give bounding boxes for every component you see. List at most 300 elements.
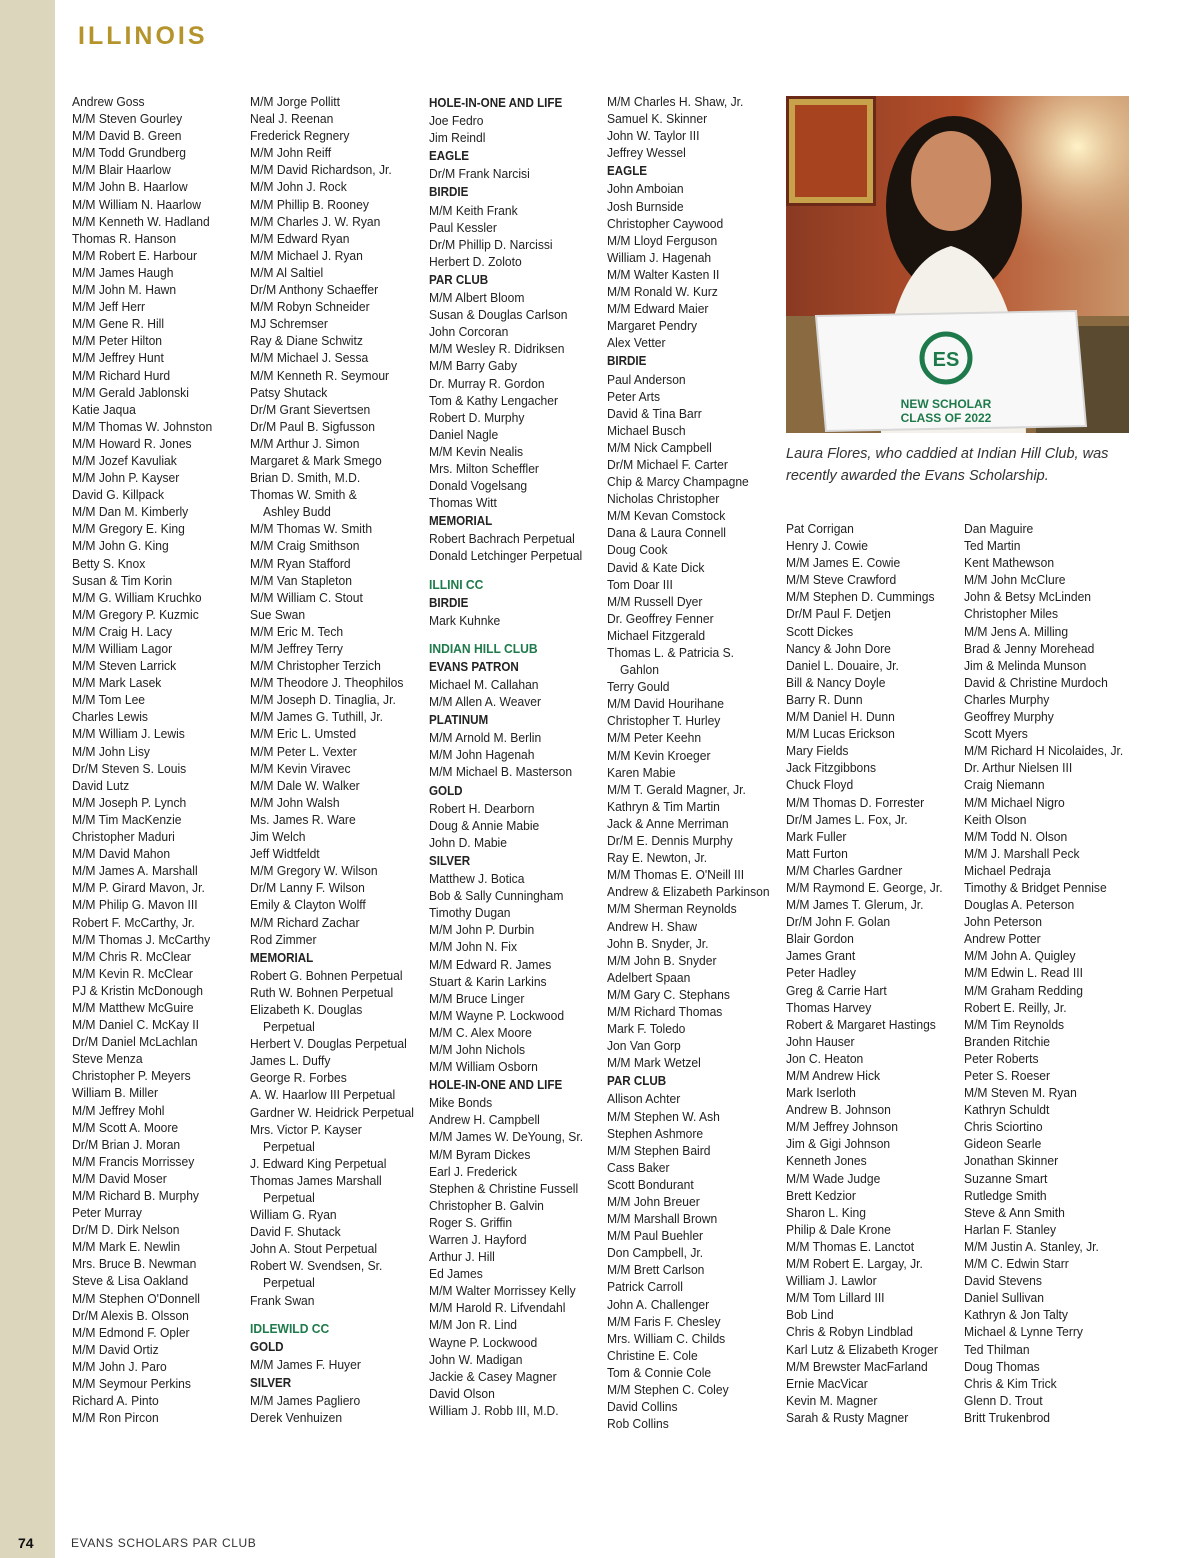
donor-name: M/M John Hagenah (429, 747, 535, 763)
donor-name: M/M Gregory W. Wilson (250, 863, 378, 879)
donor-column-3 (429, 93, 589, 1419)
donor-name: Wayne P. Lockwood (429, 1334, 538, 1350)
donor-name: M/M Thomas E. O'Neill III (607, 867, 745, 883)
donor-name: Paul Anderson (607, 371, 686, 387)
donor-name: M/M Wayne P. Lockwood (429, 1007, 565, 1023)
donor-name: Chris & Kim Trick (964, 1375, 1057, 1391)
donor-name: M/M Jozef Kavuliak (72, 452, 177, 468)
donor-name: John Amboian (607, 181, 684, 197)
donor-name: M/M Daniel C. McKay II (72, 1017, 199, 1033)
donor-name: M/M Tim MacKenzie (72, 811, 182, 827)
donor-name: Jim Welch (250, 829, 306, 845)
donor-name: Jeff Widtfeldt (250, 846, 320, 862)
donor-name: M/M Gregory P. Kuzmic (72, 606, 199, 622)
donor-name: David Stevens (964, 1273, 1042, 1289)
donor-name: M/M John A. Quigley (964, 948, 1076, 964)
donor-name: M/M David Mahon (72, 846, 171, 862)
donor-name: Stephen & Christine Fussell (429, 1180, 579, 1196)
donor-name: M/M Tim Reynolds (964, 1016, 1065, 1032)
donor-name: M/M Jens A. Milling (964, 623, 1069, 639)
donor-name: Elizabeth K. Douglas (250, 1001, 363, 1017)
donor-name: Mark Kuhnke (429, 612, 501, 628)
donor-name: Andrew Potter (964, 931, 1041, 947)
giving-level-heading: GOLD (250, 1339, 284, 1354)
donor-name: M/M Ron Pircon (72, 1410, 159, 1426)
donor-name: Chuck Floyd (786, 777, 854, 793)
donor-name: M/M Gregory E. King (72, 521, 185, 537)
donor-name: Joe Fedro (429, 113, 484, 129)
donor-name: Scott Dickes (786, 623, 854, 639)
donor-name: Jon C. Heaton (786, 1050, 864, 1066)
donor-name: David & Christine Murdoch (964, 674, 1108, 690)
donor-name: Frank Swan (250, 1292, 315, 1308)
donor-name: Christopher P. Meyers (72, 1068, 191, 1084)
donor-name: M/M Keith Frank (429, 202, 518, 218)
donor-name: Betty S. Knox (72, 555, 146, 571)
donor-name: M/M Justin A. Stanley, Jr. (964, 1238, 1099, 1254)
donor-name: David Olson (429, 1385, 495, 1401)
donor-name: Blair Gordon (786, 931, 854, 947)
donor-name: Christopher T. Hurley (607, 713, 721, 729)
donor-name: Warren J. Hayford (429, 1232, 527, 1247)
donor-name: M/M Arnold M. Berlin (429, 730, 542, 746)
donor-name: M/M John B. Haarlow (72, 179, 188, 195)
donor-name: M/M Allen A. Weaver (429, 694, 541, 710)
donor-name: Doug & Annie Mabie (429, 817, 540, 833)
donor-name: M/M Jon R. Lind (429, 1317, 518, 1333)
left-margin-band (0, 0, 55, 1558)
donor-name: Sharon L. King (786, 1204, 866, 1220)
donor-name: M/M John Breuer (607, 1194, 700, 1209)
donor-name: Branden Ritchie (964, 1033, 1051, 1049)
donor-name-continued: Gahlon (620, 662, 660, 678)
scholar-photo (786, 96, 1129, 433)
donor-name: M/M James W. DeYoung, Sr. (429, 1129, 584, 1145)
donor-name: Gardner W. Heidrick Perpetual (250, 1104, 414, 1120)
donor-name: William G. Ryan (250, 1207, 337, 1223)
donor-name: Daniel L. Douaire, Jr. (786, 657, 899, 673)
donor-name: Matthew J. Botica (429, 871, 525, 887)
donor-name: M/M Richard B. Murphy (72, 1188, 199, 1203)
donor-name: M/M Charles J. W. Ryan (250, 213, 381, 229)
donor-name: Mrs. Milton Scheffler (429, 460, 539, 476)
donor-name: M/M Lloyd Ferguson (607, 232, 718, 248)
donor-name: Mary Fields (786, 743, 849, 759)
donor-name: Jonathan Skinner (964, 1153, 1059, 1169)
donor-name: Don Campbell, Jr. (607, 1245, 704, 1261)
donor-name: M/M Peter Keehn (607, 730, 702, 746)
donor-name: M/M John Reiff (250, 145, 332, 161)
donor-name: Andrew & Elizabeth Parkinson (607, 884, 770, 900)
donor-name: M/M P. Girard Mavon, Jr. (72, 880, 205, 896)
photo-caption: Laura Flores, who caddied at Indian Hill Club, was recently awarded the Evans Scholarship. (786, 446, 1109, 484)
donor-name: Doug Thomas (964, 1358, 1040, 1374)
donor-name: Dr. Arthur Nielsen III (964, 760, 1073, 776)
donor-name: M/M James E. Cowie (786, 555, 901, 571)
donor-name: M/M Thomas W. Smith (250, 521, 373, 537)
donor-name: Andrew Goss (72, 94, 145, 109)
donor-name: M/M C. Edwin Starr (964, 1256, 1069, 1272)
donor-name: M/M James Haugh (72, 264, 174, 280)
donor-name: M/M C. Alex Moore (429, 1024, 532, 1040)
donor-name: Kathryn Schuldt (964, 1102, 1050, 1118)
donor-name: M/M Robyn Schneider (250, 299, 370, 315)
donor-name: Greg & Carrie Hart (786, 982, 887, 998)
donor-name: Peter Murray (72, 1205, 142, 1221)
donor-name: Rob Collins (607, 1416, 669, 1432)
donor-name: Karen Mabie (607, 764, 676, 780)
donor-name: M/M James T. Glerum, Jr. (786, 897, 924, 913)
donor-name: Chip & Marcy Champagne (607, 474, 749, 490)
donor-name: Robert & Margaret Hastings (786, 1016, 936, 1032)
donor-name: Peter Hadley (786, 965, 856, 981)
donor-name: Robert W. Svendsen, Sr. (250, 1258, 383, 1274)
donor-name: M/M Stephen C. Coley (607, 1382, 729, 1398)
giving-level-heading: SILVER (250, 1375, 292, 1390)
donor-name: M/M Stephen O'Donnell (72, 1290, 200, 1306)
donor-name: M/M Christopher Terzich (250, 658, 381, 674)
donor-name: Herbert V. Douglas Perpetual (250, 1036, 407, 1052)
donor-name: Andrew B. Johnson (786, 1102, 891, 1118)
giving-level-heading: PAR CLUB (607, 1074, 667, 1089)
donor-name: Robert Bachrach Perpetual (429, 531, 575, 547)
donor-name: Steve & Lisa Oakland (72, 1273, 189, 1289)
donor-name: M/M John P. Kayser (72, 470, 180, 486)
donor-name: Matt Furton (786, 845, 848, 861)
donor-name: Doug Cook (607, 542, 668, 558)
donor-name: M/M Byram Dickes (429, 1146, 531, 1162)
donor-name: Dr/M D. Dirk Nelson (72, 1222, 180, 1238)
donor-name: M/M John J. Rock (250, 179, 347, 195)
donor-name: Arthur J. Hill (429, 1249, 495, 1265)
giving-level-heading: MEMORIAL (250, 950, 314, 965)
donor-name: John W. Madigan (429, 1351, 523, 1367)
donor-column-1 (72, 93, 232, 1426)
donor-name: Timothy Dugan (429, 905, 511, 921)
donor-name: Mrs. William C. Childs (607, 1330, 726, 1346)
donor-name: M/M Robert E. Largay, Jr. (786, 1256, 923, 1272)
donor-name: James Grant (786, 948, 856, 964)
donor-name: Margaret & Mark Smego (250, 452, 382, 468)
donor-name: M/M David Hourihane (607, 696, 724, 712)
donor-name: Thomas Witt (429, 495, 497, 511)
donor-name: Dr/M Frank Narcisi (429, 166, 530, 182)
donor-name: Charles Lewis (72, 709, 148, 725)
donor-name: M/M Brewster MacFarland (786, 1358, 928, 1374)
donor-name: M/M Richard H Nicolaides, Jr. (964, 743, 1124, 759)
donor-name: David G. Killpack (72, 487, 165, 503)
flag-text-line1: NEW SCHOLAR (900, 397, 992, 411)
donor-name: M/M Howard R. Jones (72, 435, 192, 451)
flag-logo: ES (932, 349, 960, 371)
club-heading: ILLINI CC (429, 576, 484, 592)
donor-name: Kathryn & Tim Martin (607, 798, 720, 814)
donor-name: Jim & Melinda Munson (964, 657, 1087, 673)
donor-name: Christopher Miles (964, 606, 1059, 622)
donor-name: Dr. Murray R. Gordon (429, 375, 545, 391)
donor-name: M/M Jeffrey Terry (250, 641, 343, 656)
donor-name: M/M Joseph P. Lynch (72, 794, 187, 810)
donor-name: M/M Andrew Hick (786, 1068, 881, 1083)
donor-name: Christopher Caywood (607, 215, 724, 231)
donor-name: Robert D. Murphy (429, 409, 525, 425)
donor-name: Katie Jaqua (72, 401, 136, 417)
donor-name: Dr/M Paul F. Detjen (786, 606, 891, 622)
donor-name: Steve Menza (72, 1051, 143, 1067)
donor-name: David Collins (607, 1399, 678, 1415)
donor-name: M/M Edward Maier (607, 301, 709, 317)
donor-name: Sue Swan (250, 606, 306, 622)
donor-name: M/M Bruce Linger (429, 990, 525, 1006)
donor-name: M/M Dale W. Walker (250, 777, 360, 793)
donor-name: M/M Sherman Reynolds (607, 901, 737, 917)
club-heading: INDIAN HILL CLUB (429, 640, 538, 656)
giving-level-heading: BIRDIE (607, 354, 647, 369)
donor-name: M/M Gerald Jablonski (72, 384, 189, 400)
donor-name: M/M Mark Lasek (72, 675, 162, 691)
donor-name: M/M Lucas Erickson (786, 726, 895, 742)
donor-name: M/M Jorge Pollitt (250, 94, 341, 109)
donor-name-continued: Perpetual (263, 1019, 315, 1035)
donor-name: M/M Barry Gaby (429, 358, 518, 374)
donor-name: Scott Bondurant (607, 1176, 694, 1192)
donor-name: Ernie MacVicar (786, 1375, 868, 1391)
donor-name: M/M William Lagor (72, 641, 173, 656)
donor-name: John W. Taylor III (607, 128, 700, 144)
donor-name: M/M Stephen Baird (607, 1142, 711, 1158)
donor-name: M/M Robert E. Harbour (72, 247, 197, 263)
donor-name: David Lutz (72, 777, 130, 793)
donor-name: Jim Reindl (429, 130, 486, 146)
giving-level-heading: PAR CLUB (429, 272, 489, 287)
donor-name: Earl J. Frederick (429, 1163, 518, 1179)
donor-name: Bob Lind (786, 1307, 834, 1323)
donor-name: M/M William J. Lewis (72, 726, 185, 742)
donor-name: Karl Lutz & Elizabeth Kroger (786, 1341, 938, 1357)
donor-name: Patsy Shutack (250, 384, 328, 400)
donor-name: M/M Raymond E. George, Jr. (786, 879, 943, 895)
donor-name: M/M Walter Kasten II (607, 266, 720, 282)
donor-name: Henry J. Cowie (786, 538, 868, 554)
donor-name: M/M Charles H. Shaw, Jr. (607, 94, 744, 109)
donor-name: M/M Francis Morrissey (72, 1153, 195, 1169)
donor-name: M/M Kevin Viravec (250, 760, 351, 776)
donor-name: M/M William N. Haarlow (72, 196, 201, 212)
donor-name: M/M Jeffrey Mohl (72, 1102, 165, 1118)
donor-name: Ray E. Newton, Jr. (607, 850, 708, 866)
donor-name: Margaret Pendry (607, 318, 698, 334)
club-heading: IDLEWILD CC (250, 1320, 330, 1336)
donor-name: M/M John G. King (72, 538, 169, 554)
donor-name: Ray & Diane Schwitz (250, 333, 363, 349)
giving-level-heading: EVANS PATRON (429, 659, 519, 674)
donor-name: M/M Thomas W. Johnston (72, 418, 213, 434)
donor-name: Brett Kedzior (786, 1187, 856, 1203)
donor-name: M/M William C. Stout (250, 589, 363, 605)
donor-column-4 (607, 93, 770, 1432)
donor-name: George R. Forbes (250, 1070, 347, 1086)
donor-name: M/M Edwin L. Read III (964, 965, 1083, 981)
donor-name: Michael Pedraja (964, 862, 1051, 878)
donor-name: M/M Steve Crawford (786, 572, 897, 588)
donor-name: John Corcoran (429, 324, 509, 340)
donor-name: Nancy & John Dore (786, 640, 891, 656)
donor-name: M/M Gary C. Stephans (607, 986, 730, 1002)
donor-name-continued: Perpetual (263, 1275, 315, 1291)
donor-name: M/M Walter Morrissey Kelly (429, 1283, 576, 1299)
donor-name: William J. Lawlor (786, 1273, 877, 1289)
donor-name: Tom & Kathy Lengacher (429, 392, 559, 408)
donor-name: Dr/M Brian J. Moran (72, 1136, 181, 1152)
donor-name: Robert H. Dearborn (429, 800, 535, 816)
donor-name: M/M Russell Dyer (607, 593, 703, 609)
donor-name: Susan & Tim Korin (72, 572, 173, 588)
donor-name: M/M Thomas J. McCarthy (72, 931, 211, 947)
donor-name: Bob & Sally Cunningham (429, 888, 564, 904)
donor-name: Charles Murphy (964, 691, 1050, 707)
donor-name: Jeffrey Wessel (607, 145, 686, 161)
donor-name: Brian D. Smith, M.D. (250, 470, 361, 486)
donor-name: M/M James F. Huyer (250, 1356, 361, 1372)
donor-name: M/M Blair Haarlow (72, 162, 171, 178)
donor-name: Christopher Maduri (72, 829, 175, 845)
donor-name: Cass Baker (607, 1159, 670, 1175)
donor-name: Stuart & Karin Larkins (429, 973, 547, 989)
donor-name: M/M Faris F. Chesley (607, 1313, 721, 1329)
donor-name: Dan Maguire (964, 521, 1034, 536)
donor-name: M/M Michael B. Masterson (429, 764, 573, 780)
donor-name: MJ Schremser (250, 316, 328, 332)
donor-name: M/M Ronald W. Kurz (607, 284, 718, 300)
donor-name: Scott Myers (964, 726, 1028, 742)
donor-name: M/M Kenneth W. Hadland (72, 213, 210, 229)
donor-name: M/M Dan M. Kimberly (72, 504, 189, 520)
donor-name: John Hauser (786, 1033, 855, 1049)
donor-name: Michael & Lynne Terry (964, 1324, 1083, 1340)
donor-name: M/M Jeffrey Johnson (786, 1119, 898, 1135)
donor-name: M/M Chris R. McClear (72, 948, 191, 964)
donor-name: Timothy & Bridget Pennise (964, 879, 1107, 895)
donor-name-continued: Perpetual (263, 1138, 315, 1154)
giving-level-heading: PLATINUM (429, 713, 489, 728)
donor-name: A. W. Haarlow III Perpetual (250, 1087, 396, 1103)
donor-name: M/M Kenneth R. Seymour (250, 367, 390, 383)
donor-name: M/M Todd Grundberg (72, 145, 187, 161)
donor-name: M/M David Ortiz (72, 1341, 159, 1357)
donor-name: Jack & Anne Merriman (607, 815, 729, 831)
donor-name: Josh Burnside (607, 198, 684, 214)
donor-name: M/M Todd N. Olson (964, 828, 1068, 844)
donor-name: Allison Achter (607, 1091, 681, 1107)
donor-name: Dr/M Paul B. Sigfusson (250, 418, 375, 434)
donor-name: Dana & Laura Connell (607, 525, 726, 541)
footer-publication: EVANS SCHOLARS PAR CLUB (71, 1536, 257, 1550)
donor-name: M/M Michael J. Ryan (250, 247, 363, 263)
donor-name: M/M James A. Marshall (72, 863, 198, 879)
donor-name: M/M James Pagliero (250, 1393, 361, 1409)
donor-name: Rod Zimmer (250, 931, 317, 947)
donor-name: Patrick Carroll (607, 1279, 683, 1295)
donor-name: M/M Jeffrey Hunt (72, 350, 164, 366)
donor-name: Ed James (429, 1266, 483, 1282)
donor-name: M/M Wesley R. Didriksen (429, 341, 565, 357)
donor-name: M/M Wade Judge (786, 1170, 881, 1186)
donor-name: Sarah & Rusty Magner (786, 1409, 909, 1425)
donor-name: Peter Arts (607, 388, 661, 404)
donor-name: Daniel Sullivan (964, 1290, 1044, 1306)
donor-name: Chris & Robyn Lindblad (786, 1324, 914, 1340)
donor-name: M/M Kevin Kroeger (607, 747, 711, 763)
donor-name: M/M Charles Gardner (786, 862, 903, 878)
donor-name: Kenneth Jones (786, 1153, 867, 1169)
donor-name: James L. Duffy (250, 1053, 331, 1069)
donor-column-6 (964, 520, 1124, 1426)
donor-name: M/M Steven Gourley (72, 111, 183, 127)
donor-name: M/M T. Gerald Magner, Jr. (607, 781, 746, 797)
donor-name: M/M Craig Smithson (250, 538, 360, 554)
donor-name: Ruth W. Bohnen Perpetual (250, 984, 394, 1000)
donor-name: M/M William Osborn (429, 1059, 538, 1075)
donor-name: M/M Van Stapleton (250, 572, 352, 588)
donor-name: Dr. Geoffrey Fenner (607, 610, 714, 626)
donor-name: Frederick Regnery (250, 128, 350, 144)
donor-name: Douglas A. Peterson (964, 897, 1075, 913)
donor-name: M/M J. Marshall Peck (964, 845, 1080, 861)
donor-name: Nicholas Christopher (607, 491, 720, 507)
donor-name: M/M Mark Wetzel (607, 1055, 701, 1071)
donor-name: Thomas L. & Patricia S. (607, 645, 735, 660)
donor-name: M/M Matthew McGuire (72, 999, 194, 1015)
donor-name: Christine E. Cole (607, 1347, 698, 1363)
donor-name: Jackie & Casey Magner (429, 1368, 557, 1384)
donor-name: Dr/M Daniel McLachlan (72, 1034, 198, 1050)
flag-text-line2: CLASS OF 2022 (900, 411, 992, 425)
donor-name: John B. Snyder, Jr. (607, 935, 709, 951)
giving-level-heading: SILVER (429, 853, 471, 868)
donor-name: Michael Fitzgerald (607, 627, 706, 643)
donor-name: Philip & Dale Krone (786, 1221, 891, 1237)
donor-name: Rutledge Smith (964, 1187, 1047, 1203)
donor-name: Thomas R. Hanson (72, 230, 177, 246)
donor-name: M/M Richard Zachar (250, 914, 360, 930)
donor-name: Jon Van Gorp (607, 1038, 681, 1054)
donor-name: M/M Kevin Nealis (429, 443, 524, 459)
donor-name: Brad & Jenny Morehead (964, 640, 1095, 656)
donor-name: Kathryn & Jon Talty (964, 1307, 1068, 1323)
donor-name: Peter Roberts (964, 1050, 1039, 1066)
donor-name: John & Betsy McLinden (964, 589, 1092, 605)
donor-name: Steve & Ann Smith (964, 1204, 1065, 1220)
page-number: 74 (18, 1535, 34, 1551)
donor-name: Thomas James Marshall (250, 1172, 382, 1188)
donor-name: Tom Doar III (607, 576, 673, 592)
donor-name: M/M Brett Carlson (607, 1262, 705, 1278)
donor-name: M/M John P. Durbin (429, 922, 535, 938)
donor-name: Neal J. Reenan (250, 111, 334, 127)
donor-name: Mark Fuller (786, 828, 847, 844)
donor-name: Britt Trukenbrod (964, 1409, 1051, 1425)
donor-name: Robert F. McCarthy, Jr. (72, 914, 195, 930)
donor-name: M/M Gene R. Hill (72, 316, 165, 332)
donor-name: M/M Arthur J. Simon (250, 435, 360, 451)
donor-name: M/M John N. Fix (429, 939, 518, 955)
donor-name: Ted Martin (964, 538, 1021, 554)
donor-name: M/M Scott A. Moore (72, 1119, 179, 1135)
donor-name: John Peterson (964, 914, 1042, 930)
giving-level-heading: BIRDIE (429, 595, 469, 610)
donor-name: Dr/M John F. Golan (786, 914, 891, 930)
donor-name: Dr/M Steven S. Louis (72, 760, 187, 776)
